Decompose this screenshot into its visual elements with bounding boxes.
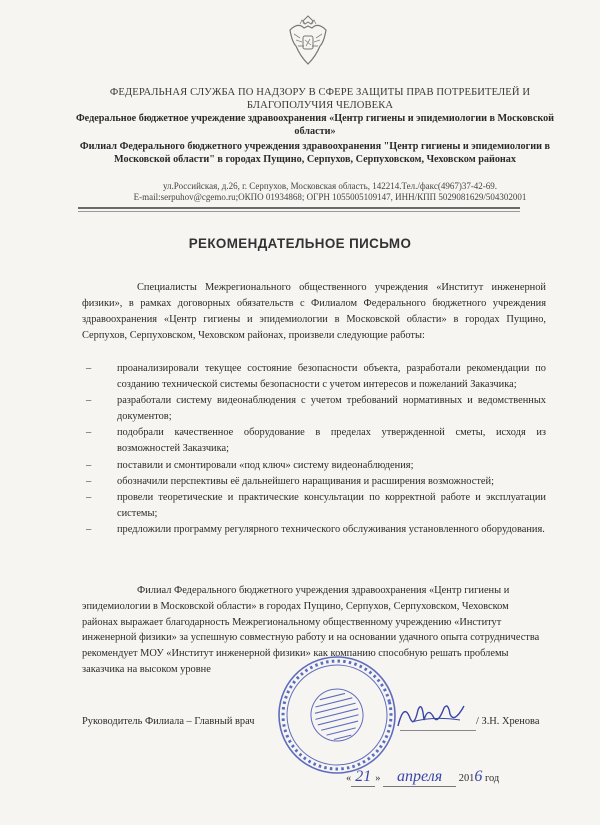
date-year-prefix: 201 (458, 773, 475, 784)
list-item-text: поставили и смонтировали «под ключ» систему видеонаблюдения; (117, 459, 414, 471)
letter-title: РЕКОМЕНДАТЕЛЬНОЕ ПИСЬМО (188, 236, 412, 251)
date-year-word: год (484, 773, 500, 784)
list-item-text: провели теоретические и практические консультации по корректной работе и эксплуатации системы; (117, 491, 546, 519)
works-list (82, 361, 546, 538)
date-close-quote: » (375, 773, 381, 784)
list-item (82, 522, 546, 538)
official-stamp (274, 652, 400, 778)
list-marker: – (86, 427, 92, 439)
list-item-text: подобрали качественное оборудование в пределах утвержденной сметы, исходя из возможностей Заказчика; (117, 427, 546, 455)
contact-address (80, 181, 580, 203)
signature-line (400, 730, 476, 731)
header-rule (78, 207, 520, 209)
header-rule-thin (78, 211, 520, 212)
closing-paragraph: Филиал Федерального бюджетного учреждения здравоохранения «Центр гигиены и эпидемиологии в Московской области» в городах Пущино, Серпухов, Серпуховском, Чеховском районах выражает благодарность Межрегиональному общественному учреждению «Институт инженерной физики» за успешную совместную работу и на основании удачного опыта сотрудничества рекомендует МОУ «Институт инженерной физики» как компанию способную решать проблемы заказчика на высоком уровне (82, 585, 540, 675)
address-line: ул.Российская, д.26, г. Серпухов, Московская область, 142214.Тел./факс(4967)37-42-69. (162, 181, 498, 191)
list-item (82, 490, 546, 522)
signer-name: / З.Н. Хренова (476, 716, 540, 727)
list-item-text: разработали систему видеонаблюдения с учетом требований нормативных и ведомственных документов; (117, 395, 546, 423)
date-open-quote: « (346, 773, 352, 784)
list-marker: – (86, 363, 92, 374)
list-item (82, 361, 546, 393)
coat-of-arms-emblem (284, 12, 332, 68)
list-item-text: предложили программу регулярного технического обслуживания установленного оборудования. (117, 523, 545, 535)
list-item-text: проанализировали текущее состояние безопасности объекта, разработали рекомендации по созданию технической системы безопасности с учетом интересов и пожеланий Заказчика; (117, 363, 546, 391)
list-marker: – (86, 459, 92, 471)
list-item (82, 474, 546, 490)
date-month: апреля (383, 768, 456, 787)
list-item-text: обозначили перспективы её дальнейшего наращивания и расширения возможностей; (117, 475, 494, 487)
list-marker: – (86, 491, 92, 503)
list-marker: – (86, 475, 92, 487)
date-year-suffix: 6 (474, 768, 483, 785)
email-registration-line: E-mail:serpuhov@cgemo.ru;ОКПО 01934868; ОГРН 1055005109147, ИНН/КПП 5029081629/504302001 (133, 192, 527, 202)
intro-paragraph: Специалисты Межрегионального общественного учреждения «Институт инженерной физики», в рамках договорных обязательств с Филиалом Федерального бюджетного учреждения здравоохранения «Центр гигиены и эпидемиологии в Московской области» в городах Пущино, Серпухов, Серпуховском, Чеховском районах, произвели следующие работы: (82, 282, 546, 342)
branch-name: Филиал Федерального бюджетного учреждения здравоохранения "Центр гигиены и эпидемиологии в Московской области" в городах Пущино, Серпухов, Серпуховском, Чеховском районах (79, 141, 551, 165)
letter-date (346, 768, 499, 787)
signatory-position: Руководитель Филиала – Главный врач (82, 716, 255, 727)
organization-name: Федеральное бюджетное учреждение здравоохранения «Центр гигиены и эпидемиологии в Московской области» (75, 113, 555, 137)
list-item (82, 458, 546, 474)
list-marker: – (86, 395, 92, 407)
list-item (82, 393, 546, 425)
handwritten-signature (392, 696, 472, 732)
list-marker: – (86, 523, 92, 535)
agency-name: ФЕДЕРАЛЬНАЯ СЛУЖБА ПО НАДЗОРУ В СФЕРЕ ЗАЩИТЫ ПРАВ ПОТРЕБИТЕЛЕЙ И БЛАГОПОЛУЧИЯ ЧЕЛОВЕКА (109, 87, 531, 111)
date-day: 21 (351, 768, 375, 787)
list-item (82, 425, 546, 457)
